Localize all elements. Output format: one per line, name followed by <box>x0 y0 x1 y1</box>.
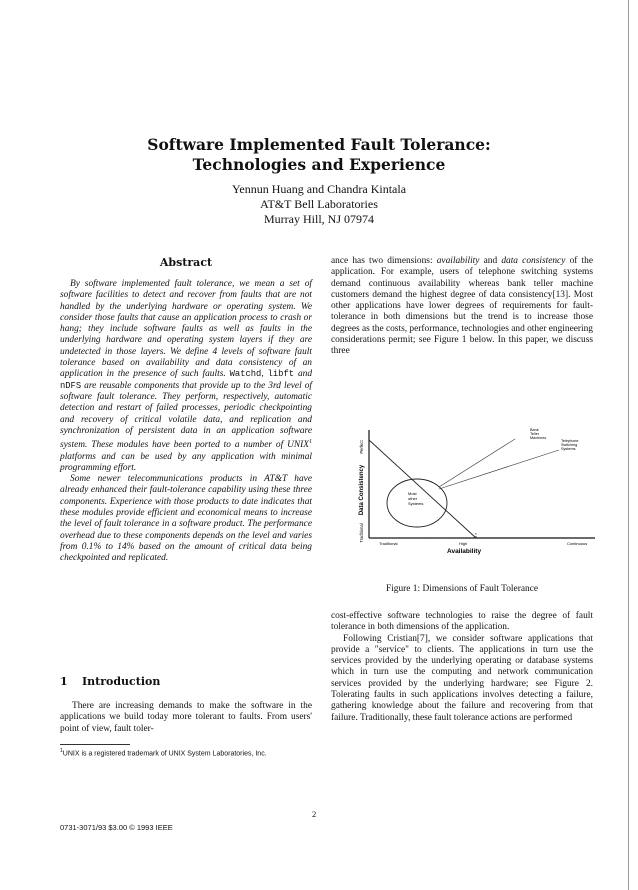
bank-label-3: Machines <box>530 436 547 440</box>
connector-bank <box>439 439 515 487</box>
page-number: 2 <box>312 809 317 819</box>
section-number: 1 <box>60 675 68 688</box>
abstract-text: By software implemented fault tolerance, we mean a set of software facilities to detect and recover from faults that are not handled by the underlying hardware or operating system. We consider those faults that cause an application process to crash or hang; they include software faults as well as faults in the underlying hardware and operating system layers if they are undetected in those layers. We define 4 levels of software fault tolerance based on availability and data consistency of an application in the presence of such faults. <box>60 279 312 380</box>
author-names: Yennun Huang and Chandra Kintala <box>231 182 407 196</box>
y-bottom-tick: Traditional <box>359 523 364 543</box>
abstract-heading: Abstract <box>159 256 213 269</box>
most-label-3: Systems <box>408 501 424 506</box>
x-tick-traditional: Traditional <box>379 541 398 546</box>
abstract-body <box>60 279 312 565</box>
abstract-text: platforms and can be used by any application with minimal programming effort. <box>60 451 312 473</box>
copyright-line: 0731-3071/93 $3.00 © 1993 IEEE <box>60 823 173 832</box>
x-tick-continuous: Continuous <box>567 541 588 546</box>
ndfs-code: nDFS <box>60 380 82 391</box>
footnote-text: UNIX is a registered trademark of UNIX System Laboratories, Inc. <box>62 750 267 758</box>
y-axis-label: Data Consistency <box>359 464 365 516</box>
right-column-bottom <box>331 611 593 724</box>
author-organization: AT&T Bell Laboratories <box>260 197 378 211</box>
scan-edge-line <box>628 0 629 890</box>
right-text: and <box>479 256 502 266</box>
abstract-separator: and <box>294 369 313 380</box>
bank-label-1: Bank <box>530 428 539 432</box>
abstract-text: are reusable components that provide up to the 3rd level of software fault tolerance. They perform, respectively, automatic detection and restart of failed processes, periodic checkpointing and recovery of critical volatile data, and replication and synchronization of persistent data in an application software system. These modules have been ported to a number of UNIX <box>60 380 312 451</box>
connector-telephone <box>439 450 559 489</box>
right-text: ance has two dimensions: <box>331 256 437 266</box>
right-paragraph-2: cost-effective software technologies to raise the degree of fault tolerance in both dimensions of the application. <box>331 611 593 633</box>
footnote-mark: 1 <box>309 439 312 446</box>
telephone-label-2: Switching <box>561 443 578 447</box>
telephone-label-1: Telephone <box>561 439 579 443</box>
abstract-separator: , <box>261 369 268 380</box>
y-top-tick: Perfect <box>359 440 364 454</box>
emphasis-availability: availability <box>436 256 480 266</box>
section-title: Introduction <box>82 675 161 688</box>
right-paragraph-1 <box>331 256 593 358</box>
figure-1-caption: Figure 1: Dimensions of Fault Tolerance <box>385 584 538 594</box>
intro-paragraph-1: There are increasing demands to make the software in the applications we build today more tolerant to faults. From users' point of view, fault toler- <box>60 701 312 734</box>
abstract-paragraph-1 <box>60 279 312 474</box>
libft-code: libft <box>267 369 295 380</box>
paper-title-line1: Software Implemented Fault Tolerance: <box>147 135 491 154</box>
right-column-top <box>331 256 593 358</box>
watchd-code: Watchd <box>229 369 262 380</box>
section-heading <box>60 675 312 688</box>
footnote <box>60 747 312 758</box>
most-label-2: other <box>408 496 418 501</box>
introduction-body <box>60 701 312 735</box>
diagonal-line <box>369 440 476 538</box>
telephone-label-3: Systems <box>561 447 576 451</box>
emphasis-data-consistency: data consistency <box>501 256 566 266</box>
paper-title-line2: Technologies and Experience <box>192 155 446 174</box>
most-label-1: Most <box>408 491 417 496</box>
x-axis-label: Availability <box>447 548 482 555</box>
bank-label-2: Teller <box>530 432 540 436</box>
figure-1 <box>355 425 600 565</box>
footnote-mark: 1 <box>60 748 63 754</box>
x-tick-high: High <box>459 541 468 546</box>
figure-1-diagram <box>355 425 600 565</box>
footnote-rule <box>60 744 130 745</box>
right-text: of the application. For example, users of telephone switching systems demand continuous availability whereas bank teller machine customers demand the highest degree of data consistency[13]. Most other applications have lower degrees of requirements for fault-tolerance in both dimensions but the trend is to increase those degrees as the costs, performance, technologies and other engineering considerations permit; see Figure 1 below. In this paper, we discuss three <box>331 256 593 357</box>
abstract-paragraph-2: Some newer telecommunications products in AT&T have already enhanced their fault-tolerance capability using these three components. Experience with those products to date indicates that these modules provide efficient and economical means to increase the level of fault tolerance in a software product. The performance overhead due to these components depends on the level and varies from 0.1% to 14% based on the amount of critical data being checkpointed and replicated. <box>60 474 312 564</box>
author-location: Murray Hill, NJ 07974 <box>264 212 374 226</box>
right-paragraph-3: Following Cristian[7], we consider software applications that provide a "service" to clients. The applications in turn use the services provided by the underlying operating or database systems which in turn use the computing and network communication services provided by the underlying hardware; see Figure 2. Tolerating faults in such applications involves detecting a failure, gathering knowledge about the failure and recovering from that failure. Traditionally, these fault tolerance actions are performed <box>331 633 593 723</box>
